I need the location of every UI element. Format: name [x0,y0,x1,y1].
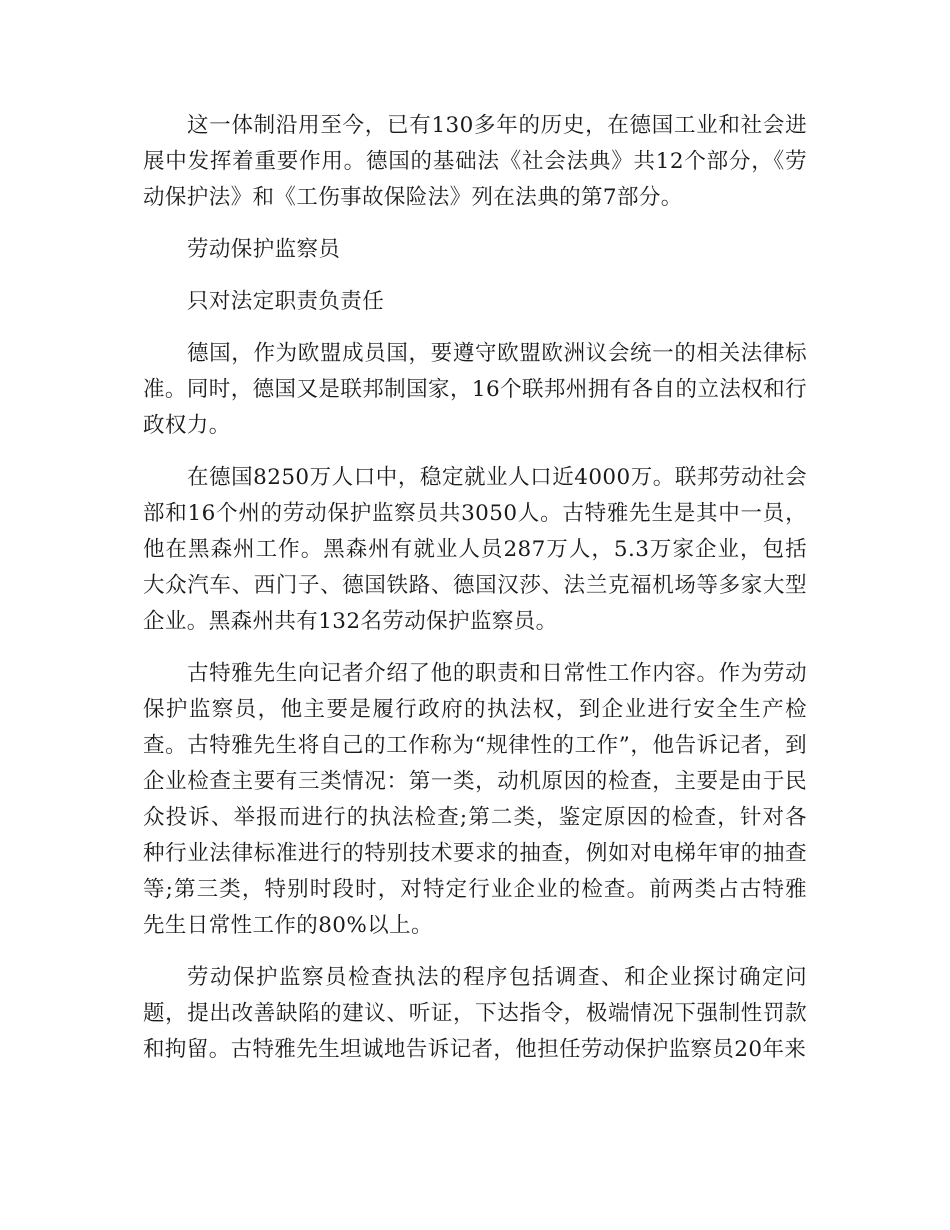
paragraph-eu-member: 德国，作为欧盟成员国，要遵守欧盟欧洲议会统一的相关法律标准。同时，德国又是联邦制国家，16个联邦州拥有各自的立法权和行政权力。 [143,341,807,438]
document-body [143,108,807,1084]
paragraph-history: 这一体制沿用至今，已有130多年的历史，在德国工业和社会进展中发挥着重要作用。德国的基础法《社会法典》共12个部分，《劳动保护法》和《工伤事故保险法》列在法典的第7部分。 [143,113,807,210]
section-heading-line1: 劳动保护监察员 [187,237,341,262]
paragraph-procedure: 劳动保护监察员检查执法的程序包括调查、和企业探讨确定问题，提出改善缺陷的建议、听证，下达指令，极端情况下强制性罚款和拘留。古特雅先生坦诚地告诉记者，他担任劳动保护监察员20年来 [143,965,807,1062]
paragraph-population: 在德国8250万人口中，稳定就业人口近4000万。联邦劳动社会部和16个州的劳动保护监察员共3050人。古特雅先生是其中一员，他在黑森州工作。黑森州有就业人员287万人，5.3万家企业，包括大众汽车、西门子、德国铁路、德国汉莎、法兰克福机场等多家大型企业。黑森州共有132名劳动保护监察员。 [143,465,807,634]
section-heading-line2: 只对法定职责负责任 [187,289,385,314]
paragraph-duties: 古特雅先生向记者介绍了他的职责和日常性工作内容。作为劳动保护监察员，他主要是履行政府的执法权，到企业进行安全生产检查。古特雅先生将自己的工作称为“规律性的工作”，他告诉记者，到企业检查主要有三类情况：第一类，动机原因的检查，主要是由于民众投诉、举报而进行的执法检查;第二类，鉴定原因的检查，针对各种行业法律标准进行的特别技术要求的抽查，例如对电梯年审的抽查等;第三类，特别时段时，对特定行业企业的检查。前两类占古特雅先生日常性工作的80%以上。 [143,661,807,938]
